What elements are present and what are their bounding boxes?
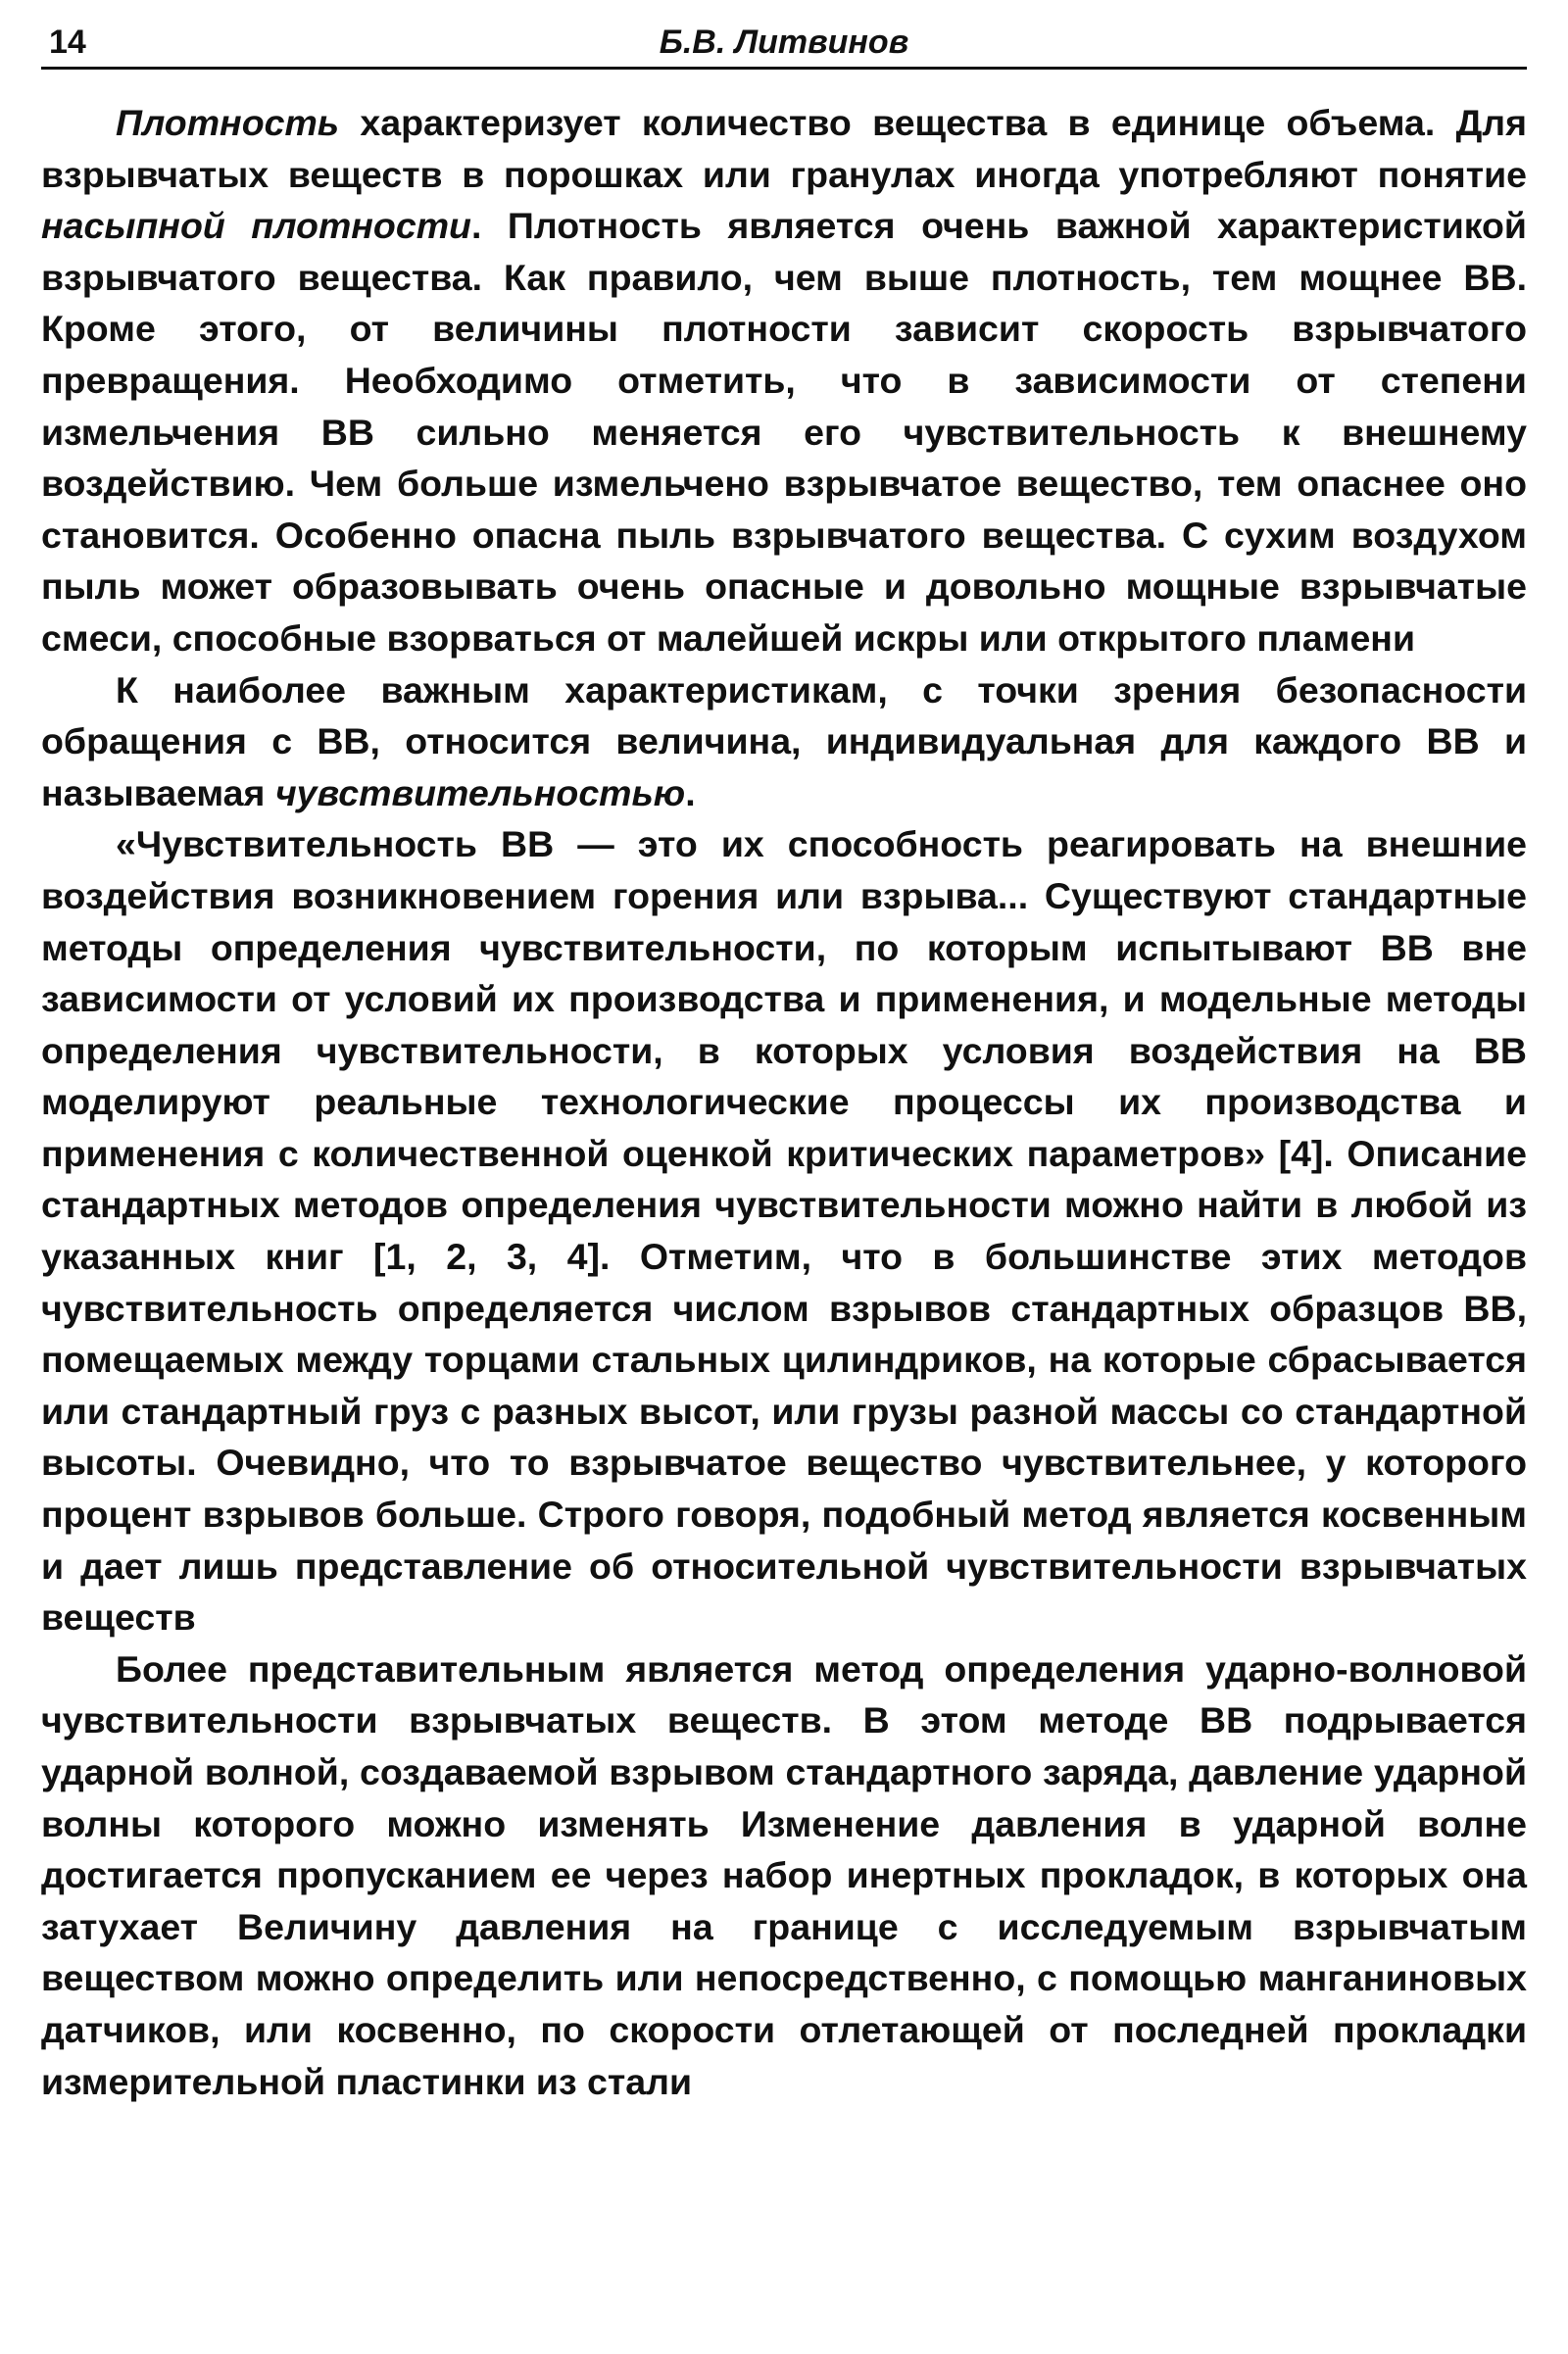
term-density: Плотность	[116, 102, 340, 143]
text-span: характеризует количество вещества в единице объема. Для взрывчатых веществ в порошках или гранулах иногда употребляют понятие	[41, 102, 1527, 195]
text-span: .	[685, 771, 696, 813]
paragraph-sensitivity-methods	[41, 818, 1527, 1643]
term-bulk-density: насыпной плотности	[41, 205, 471, 247]
text-span: Более представительным является метод определения ударно-волновой чувствительности взрывчатых веществ. В этом методе ВВ подрывается ударной волной, создаваемой взрывом стандартного заряда, давление ударной волны которого можно изменять Изменение давления в ударной волне достигается пропусканием ее через набор инертных прокладок, в которых она затухает Величину давления на границе с исследуемым взрывчатым веществом можно определить или непосредственно, с помощью манганиновых датчиков, или косвенно, по скорости отлетающей от последней прокладки измерительной пластинки из стали	[41, 1647, 1527, 2102]
paragraph-density	[41, 97, 1527, 664]
term-sensitivity: чувствительностью	[274, 771, 686, 813]
text-span: К наиболее важным характеристикам, с точки зрения безопасности обращения с ВВ, относится величина, индивидуальная для каждого ВВ и называемая	[41, 668, 1527, 813]
book-page	[41, 18, 1527, 2107]
paragraph-shock-wave-method	[41, 1643, 1527, 2107]
text-span: «Чувствительность ВВ — это их способность реагировать на внешние воздействия возникновением горения или взрыва... Существуют стандартные методы определения чувствительности, по которым испытывают ВВ вне зависимости от условий их производства и применения, и модельные методы определения чувствительности, в которых условия воздействия на ВВ моделируют реальные технологические процессы их производства и применения с количественной оценкой критических параметров» [4]. Описание стандартных методов определения чувствительности можно найти в любой из указанных книг [1, 2, 3, 4]. Отметим, что в большинстве этих методов чувствительность определяется числом взрывов стандартных образцов ВВ, помещаемых между торцами стальных цилиндриков, на которые сбрасывается или стандартный груз с разных высот, или грузы разной массы со стандартной высоты. Очевидно, что то взрывчатое вещество чувствительнее, у которого процент взрывов больше. Строго говоря, подобный метод является косвенным и дает лишь представление об относительной чувствительности взрывчатых веществ	[41, 823, 1527, 1639]
paragraph-sensitivity-intro	[41, 664, 1527, 819]
page-header	[41, 18, 1527, 70]
page-number: 14	[49, 24, 86, 61]
text-span: . Плотность является очень важной характеристикой взрывчатого вещества. Как правило, чем выше плотность, тем мощнее ВВ. Кроме этого, от величины плотности зависит скорость взрывчатого превращения. Необходимо отметить, что в зависимости от степени измельчения ВВ сильно меняется его чувствительность к внешнему воздействию. Чем больше измельчено взрывчатое вещество, тем опаснее оно становится. Особенно опасна пыль взрывчатого вещества. С сухим воздухом пыль может образовывать очень опасные и довольно мощные взрывчатые смеси, способные взорваться от малейшей искры или открытого пламени	[41, 205, 1527, 659]
body-text	[41, 97, 1527, 2107]
running-head: Б.В. Литвинов	[659, 24, 909, 61]
